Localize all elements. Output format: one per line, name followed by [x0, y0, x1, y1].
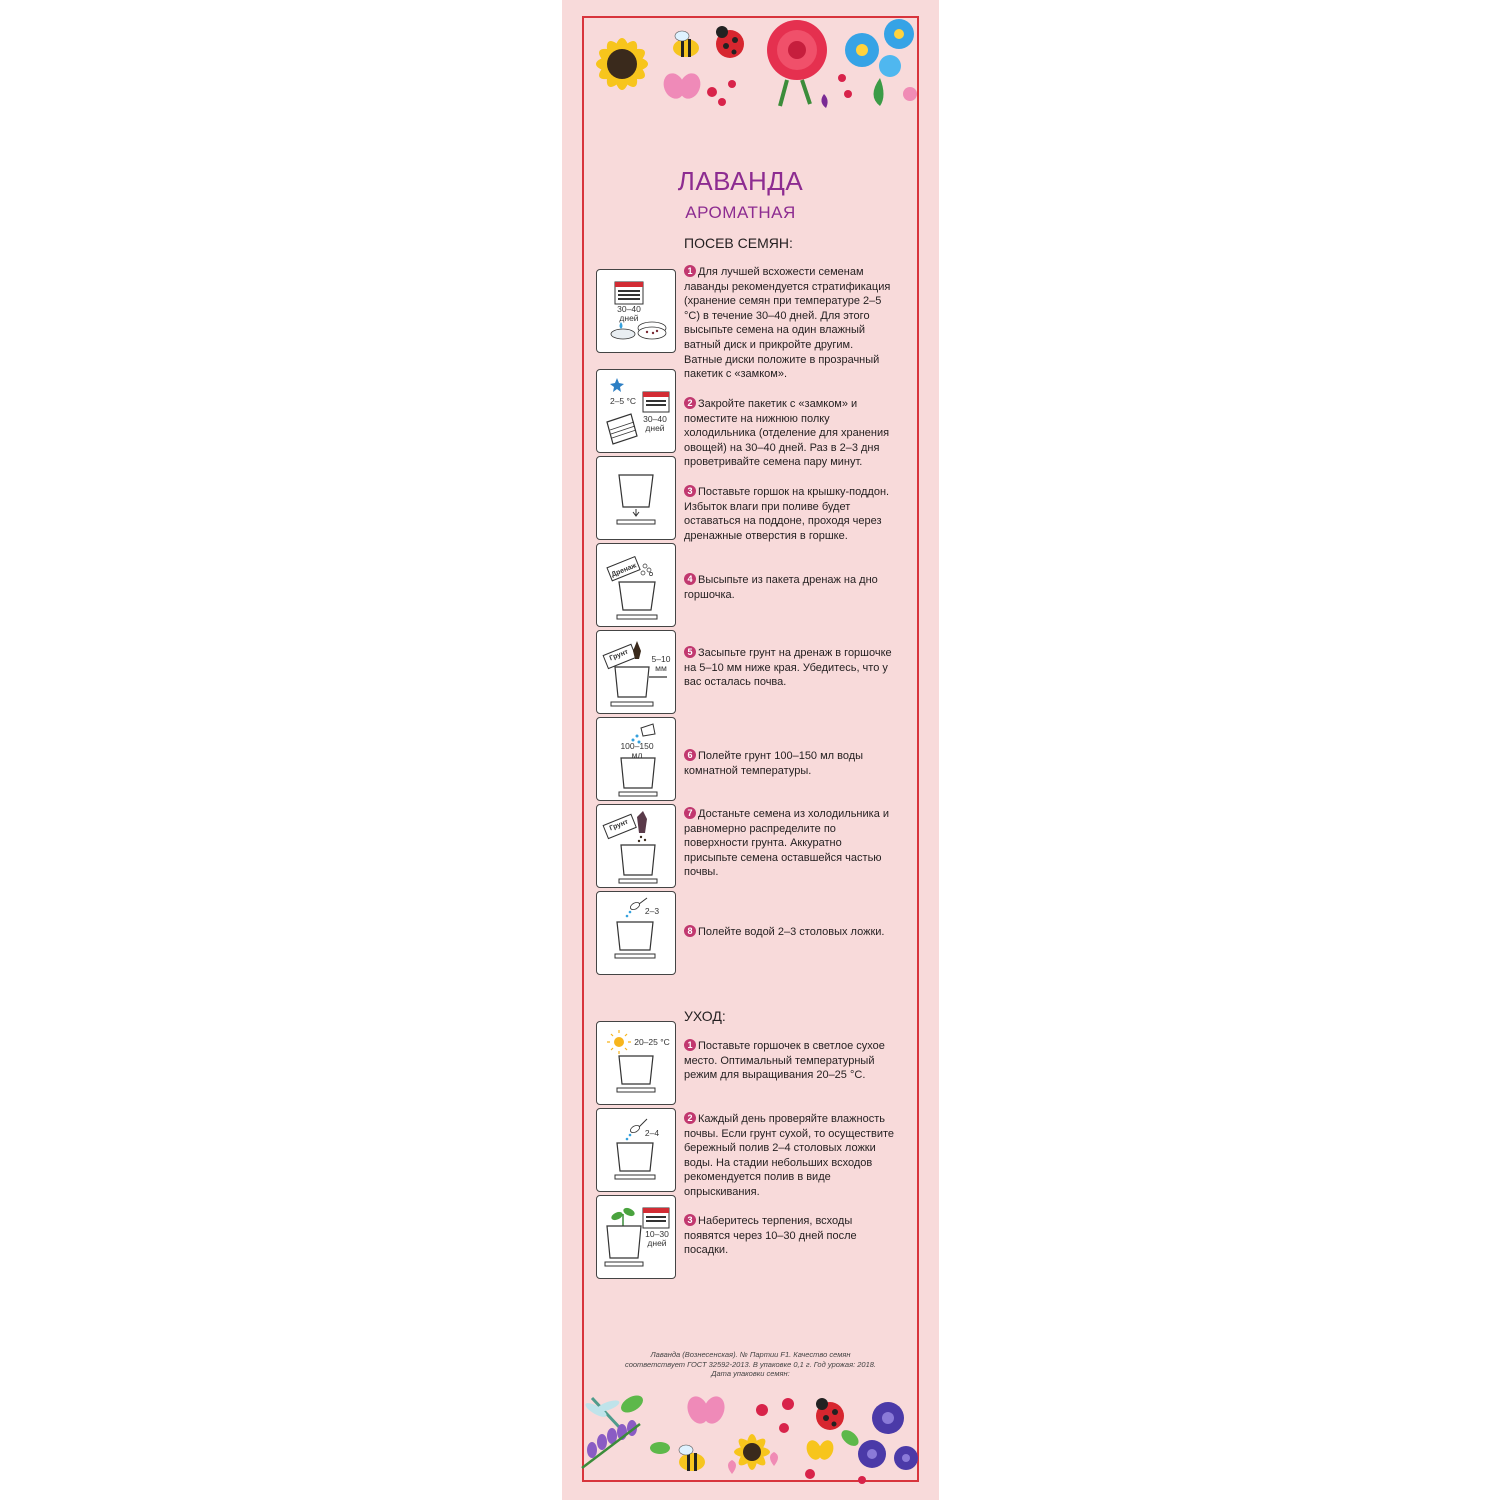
- sowing-heading: ПОСЕВ СЕМЯН:: [684, 235, 793, 251]
- leaf-icon: [610, 1210, 624, 1221]
- lavender-icon: [582, 1420, 640, 1468]
- bellflower-icon: [838, 1402, 918, 1470]
- yellow-butterfly-icon: [804, 1438, 836, 1462]
- page-subtitle: АРОМАТНАЯ: [685, 203, 796, 222]
- seed-packet-insert: [562, 0, 939, 1500]
- spoon-icon: [629, 1124, 641, 1134]
- water-volume-label: 100–150 мл: [620, 741, 654, 760]
- light-place-icon: [596, 1021, 676, 1105]
- sun-icon: [614, 1037, 624, 1047]
- bee-icon: [673, 31, 699, 57]
- spoons-label: 2–4: [644, 1128, 660, 1138]
- ladybug-icon: [816, 1398, 844, 1430]
- butterfly-icon: [684, 1393, 728, 1426]
- watering-can-icon: [641, 724, 655, 736]
- add-soil-icon: [596, 630, 676, 714]
- sowing-step-8: 8 Полейте водой 2–3 столовых ложки.: [684, 925, 894, 940]
- butterfly-icon: [660, 70, 704, 101]
- sunflower-icon: [734, 1434, 770, 1470]
- depth-label: 5–10 мм: [651, 654, 671, 673]
- sunflower-icon: [595, 37, 649, 91]
- sowing-step-5: 5 Засыпьте грунт на дренаж в горшочке на 5–10 мм ниже края. Убедитесь, что у вас осталась почва.: [684, 647, 892, 689]
- water-soil-icon: [596, 717, 676, 801]
- soil-pack-label: Грунт: [608, 818, 630, 833]
- pot-on-tray-icon: [596, 456, 676, 540]
- bee-icon: [679, 1445, 705, 1471]
- care-step-2: 2 Каждый день проверяйте влажность почвы. Если грунт сухой, то осуществите бережный полив 2–4 столовых ложки воды. На стадии небольших всходов рекомендуется полив в виде опрыскивания.: [684, 1113, 894, 1198]
- soil-pack-label: Грунт: [608, 648, 630, 663]
- spoon-water-icon: [596, 891, 676, 975]
- sowing-step-6: 6 Полейте грунт 100–150 мл воды комнатной температуры.: [684, 750, 864, 777]
- days-label: 10–30 дней: [645, 1229, 669, 1248]
- sowing-step-3: 3 Поставьте горшок на крышку-поддон. Избыток влаги при поливе будет оставаться на поддоне, проходя через дренажные отверстия в горшке.: [684, 486, 890, 542]
- leaves-icon: [618, 1392, 670, 1454]
- sowing-step-1: 1 Для лучшей всхожести семенам лаванды рекомендуется стратификация (хранение семян при температуре 2–5 °С) в течение 30–40 дней. Для этого высыпьте семена на один влажный ватный диск и прикройте другим. Ватные диски положите в прозрачный пакетик с «замком».: [684, 266, 891, 381]
- snowflake-icon: [610, 378, 624, 392]
- page-title: ЛАВАНДА: [677, 166, 804, 196]
- ladybug-icon: [716, 26, 744, 58]
- sowing-step-2: 2 Закройте пакетик с «замком» и поместите на нижнюю полку холодильника (отделение для хранения овощей) на 30–40 дней. Раз в 2–3 дня проветривайте семена пару минут.: [684, 398, 890, 469]
- check-moisture-icon: [596, 1108, 676, 1192]
- sowing-step-7: 7 Достаньте семена из холодильника и равномерно распределите по поверхности грунта. Аккуратно присыпьте семена оставшейся частью почвы.: [684, 808, 890, 879]
- care-step-3: 3 Наберитесь терпения, всходы появятся через 10–30 дней после посадки.: [684, 1215, 857, 1257]
- sowing-step-4: 4 Высыпьте из пакета дренаж на дно горшочка.: [684, 574, 878, 601]
- floral-decoration-top: [562, 14, 939, 114]
- floral-decoration-bottom: [562, 1388, 939, 1488]
- days-label: 30–40 дней: [617, 304, 641, 323]
- spoon-icon: [629, 901, 641, 911]
- days-label: 30–40 дней: [643, 414, 667, 433]
- seed-info-footnote: Лаванда (Вознесенская). № Партии F1. Качество семян соответствует ГОСТ 32592-2013. В упаковке 0,1 г. Год урожая: 2018. Дата упаковки семян:: [624, 1350, 877, 1378]
- temperature-label: 20–25 °С: [634, 1037, 670, 1047]
- drainage-pack-label: Дренаж: [610, 562, 638, 579]
- spoons-label: 2–3: [644, 906, 660, 916]
- add-drainage-icon: [596, 543, 676, 627]
- care-step-1: 1 Поставьте горшочек в светлое сухое место. Оптимальный температурный режим для выращивания 20–25 °С.: [684, 1040, 885, 1082]
- red-aster-icon: [767, 20, 827, 106]
- stratification-icon: [596, 269, 676, 353]
- fridge-storage-icon: [596, 369, 676, 453]
- sow-seeds-icon: [596, 804, 676, 888]
- petals-icon: [821, 87, 917, 108]
- care-heading: УХОД:: [684, 1008, 726, 1024]
- temperature-label: 2–5 °С: [609, 396, 637, 406]
- dragonfly-icon: [584, 1398, 621, 1428]
- sprouts-icon: [596, 1195, 676, 1279]
